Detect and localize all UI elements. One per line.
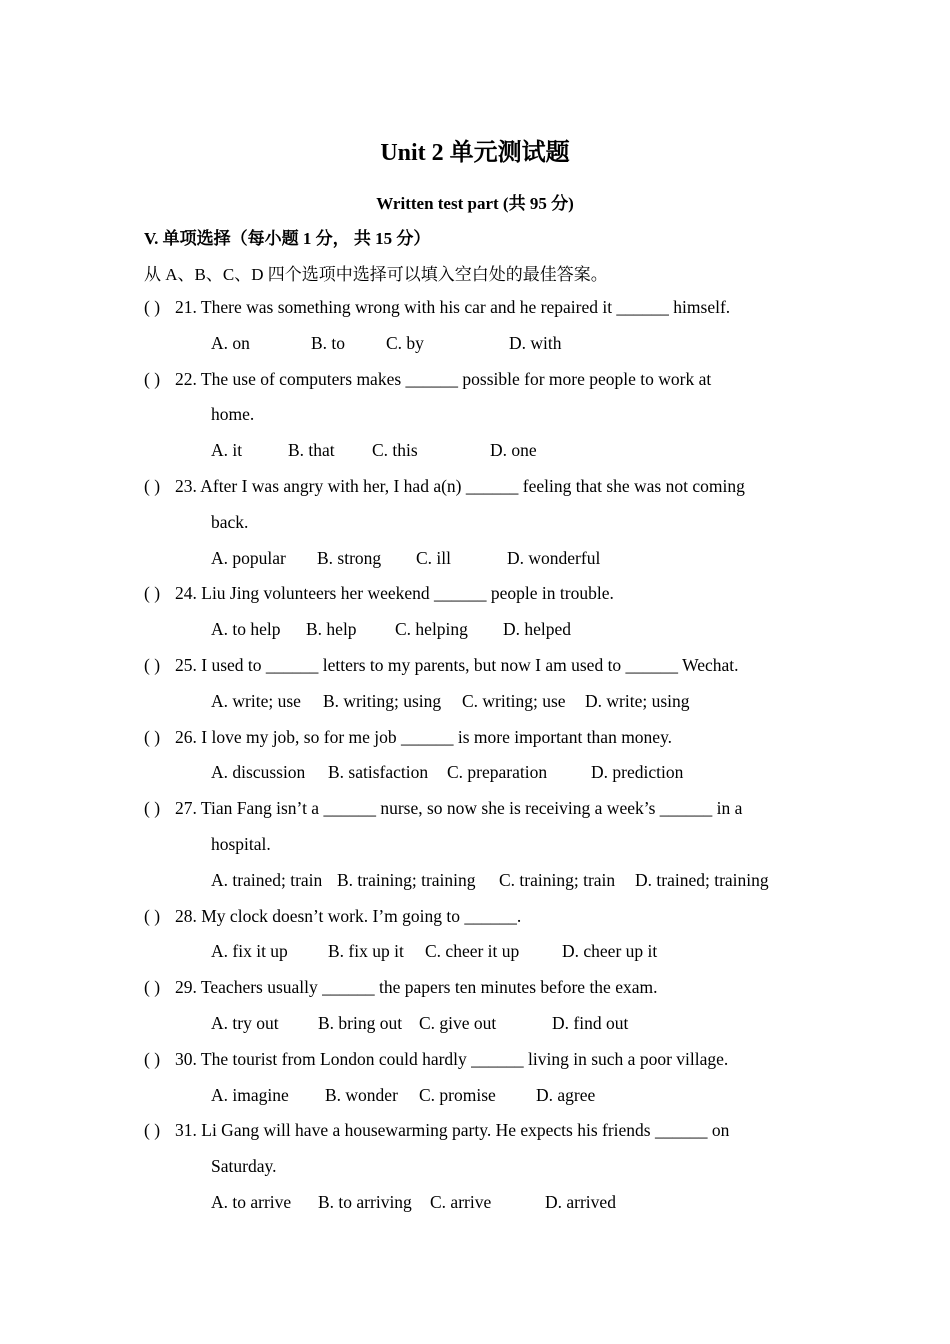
option-b[interactable]: B. bring out — [318, 1012, 403, 1033]
option-a[interactable]: A. discussion — [211, 762, 306, 783]
option-a[interactable]: A. trained; train — [211, 869, 323, 890]
question-list — [144, 295, 814, 1226]
instruction-text: 从 A、B、C、D 四个选项中选择可以填入空白处的最佳答案。 — [144, 265, 608, 284]
question-item — [144, 1047, 814, 1119]
question-text: 23. After I was angry with her, I had a(n) ______ feeling that she was not coming — [175, 475, 745, 496]
question-text-continued: Saturday. — [211, 1156, 277, 1177]
answer-blank[interactable]: ( ) — [144, 475, 161, 496]
option-row — [144, 438, 814, 474]
option-a[interactable]: A. try out — [211, 1012, 279, 1033]
option-c[interactable]: C. helping — [395, 619, 468, 640]
answer-blank[interactable]: ( ) — [144, 1048, 161, 1069]
option-row — [144, 868, 814, 904]
option-row — [144, 1011, 814, 1047]
option-b[interactable]: B. writing; using — [323, 690, 442, 711]
question-stem — [144, 796, 814, 832]
option-b[interactable]: B. that — [288, 440, 335, 461]
option-row — [144, 1083, 814, 1119]
option-a[interactable]: A. write; use — [211, 690, 301, 711]
option-d[interactable]: D. helped — [503, 619, 572, 640]
question-text: 31. Li Gang will have a housewarming party. He expects his friends ______ on — [175, 1120, 730, 1141]
answer-blank[interactable]: ( ) — [144, 905, 161, 926]
question-text: 22. The use of computers makes ______ possible for more people to work at — [175, 368, 712, 389]
answer-blank[interactable]: ( ) — [144, 368, 161, 389]
option-row — [144, 1190, 814, 1226]
option-c[interactable]: C. training; train — [499, 869, 616, 890]
option-row — [144, 617, 814, 653]
question-stem — [144, 1118, 814, 1154]
option-c[interactable]: C. give out — [419, 1012, 497, 1033]
option-d[interactable]: D. wonderful — [507, 547, 601, 568]
option-d[interactable]: D. prediction — [591, 762, 684, 783]
question-text-continued: home. — [211, 404, 255, 425]
question-text: 24. Liu Jing volunteers her weekend ______ people in trouble. — [175, 583, 614, 604]
answer-blank[interactable]: ( ) — [144, 798, 161, 819]
question-item — [144, 581, 814, 653]
question-stem — [144, 904, 814, 940]
option-a[interactable]: A. on — [211, 332, 250, 353]
option-c[interactable]: C. promise — [419, 1084, 496, 1105]
question-stem — [144, 975, 814, 1011]
answer-blank[interactable]: ( ) — [144, 583, 161, 604]
option-c[interactable]: C. by — [386, 332, 424, 353]
option-c[interactable]: C. this — [372, 440, 418, 461]
option-a[interactable]: A. imagine — [211, 1084, 289, 1105]
option-a[interactable]: A. it — [211, 440, 243, 461]
option-row — [144, 939, 814, 975]
answer-blank[interactable]: ( ) — [144, 297, 161, 317]
section-heading: V. 单项选择（每小题 1 分， 共 15 分） — [144, 229, 431, 248]
option-d[interactable]: D. find out — [552, 1012, 629, 1033]
option-d[interactable]: D. arrived — [545, 1191, 616, 1212]
option-d[interactable]: D. one — [490, 440, 537, 461]
question-stem — [144, 1047, 814, 1083]
option-b[interactable]: B. to arriving — [318, 1191, 412, 1212]
question-item — [144, 1118, 814, 1225]
question-stem — [144, 581, 814, 617]
question-text-continued: hospital. — [211, 833, 271, 854]
question-text: 21. There was something wrong with his car and he repaired it ______ himself. — [175, 297, 731, 317]
question-item — [144, 725, 814, 797]
option-row — [144, 689, 814, 725]
answer-blank[interactable]: ( ) — [144, 726, 161, 747]
question-item — [144, 796, 814, 903]
question-text: 25. I used to ______ letters to my parents, but now I am used to ______ Wechat. — [175, 654, 739, 675]
option-b[interactable]: B. fix up it — [328, 941, 404, 962]
question-text: 26. I love my job, so for me job ______ is more important than money. — [175, 726, 673, 747]
option-row — [144, 760, 814, 796]
option-a[interactable]: A. popular — [211, 547, 286, 568]
option-row — [144, 331, 814, 367]
answer-blank[interactable]: ( ) — [144, 1120, 161, 1141]
option-c[interactable]: C. arrive — [430, 1191, 492, 1212]
option-c[interactable]: C. preparation — [447, 762, 548, 783]
question-item — [144, 295, 814, 367]
option-b[interactable]: B. wonder — [325, 1084, 398, 1105]
option-b[interactable]: B. training; training — [337, 869, 476, 890]
question-text: 28. My clock doesn’t work. I’m going to ______. — [175, 905, 522, 926]
question-text: 29. Teachers usually ______ the papers ten minutes before the exam. — [175, 977, 658, 998]
page-title: Unit 2 单元测试题 — [380, 140, 570, 166]
answer-blank[interactable]: ( ) — [144, 977, 161, 998]
answer-blank[interactable]: ( ) — [144, 654, 161, 675]
question-item — [144, 653, 814, 725]
question-stem — [144, 367, 814, 403]
question-stem — [144, 725, 814, 761]
question-text: 30. The tourist from London could hardly ______ living in such a poor village. — [175, 1048, 729, 1069]
question-text-continued: back. — [211, 511, 249, 532]
option-b[interactable]: B. help — [306, 619, 357, 640]
option-d[interactable]: D. with — [509, 332, 562, 353]
question-item — [144, 975, 814, 1047]
option-b[interactable]: B. strong — [317, 547, 382, 568]
option-d[interactable]: D. agree — [536, 1084, 596, 1105]
option-d[interactable]: D. cheer up it — [562, 941, 658, 962]
option-a[interactable]: A. to help — [211, 619, 281, 640]
option-a[interactable]: A. to arrive — [211, 1191, 292, 1212]
option-a[interactable]: A. fix it up — [211, 941, 288, 962]
question-stem — [144, 653, 814, 689]
question-text: 27. Tian Fang isn’t a ______ nurse, so now she is receiving a week’s ______ in a — [175, 798, 743, 819]
question-item — [144, 904, 814, 976]
question-stem — [144, 474, 814, 510]
page-subtitle: Written test part (共 95 分) — [376, 194, 574, 213]
option-b[interactable]: B. to — [311, 332, 346, 353]
question-item — [144, 367, 814, 474]
option-b[interactable]: B. satisfaction — [328, 762, 429, 783]
option-c[interactable]: C. ill — [416, 547, 452, 568]
option-c[interactable]: C. cheer it up — [425, 941, 520, 962]
option-d[interactable]: D. trained; training — [635, 869, 769, 890]
option-c[interactable]: C. writing; use — [462, 690, 566, 711]
option-row — [144, 546, 814, 582]
question-item — [144, 474, 814, 581]
question-stem — [144, 295, 814, 331]
option-d[interactable]: D. write; using — [585, 690, 690, 711]
